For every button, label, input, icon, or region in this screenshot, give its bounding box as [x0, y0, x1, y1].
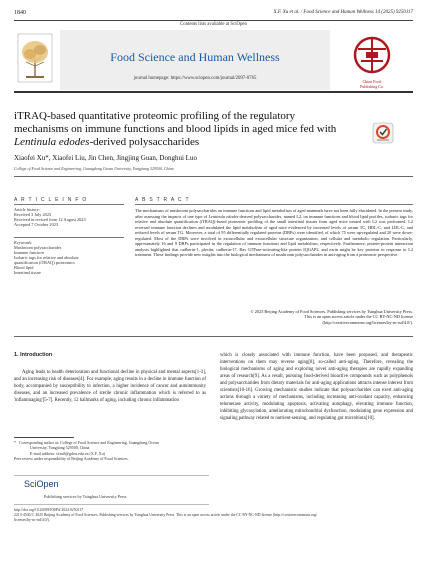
journal-name[interactable]: Food Science and Human Wellness: [110, 50, 280, 64]
keyword: Intestinal tissue: [14, 270, 41, 275]
footnote-marker: *: [14, 440, 16, 445]
keyword: Mushroom polysaccharides: [14, 245, 62, 250]
section-heading: 1. Introduction: [14, 352, 53, 358]
body-left-column: [14, 352, 206, 404]
copyright-line: © 2025 Beijing Academy of Food Sciences. Publishing services by Tsinghua University Press.: [250, 309, 413, 314]
divider: [14, 176, 413, 177]
keyword: Immune function: [14, 250, 44, 255]
china-food-publishing-logo: [352, 35, 392, 91]
divider: [14, 204, 124, 205]
doi-link[interactable]: http://doi.org/10.26599/FSHW.2024.9250117: [14, 508, 84, 512]
bottom-license: 2213-4530/© 2025 Beijing Academy of Food Sciences. Publishing services by Tsinghua University Press. This is an open access article under the CC BY-NC-ND license (http://creativecommons.org/: [14, 512, 318, 517]
keywords: [14, 240, 124, 275]
header-rule: [14, 20, 413, 21]
title-text: iTRAQ-based quantitative proteomic profiling of the regulatory mechanisms on immune functions and blood lipids in aged mice fed with: [14, 110, 337, 135]
history-item: Received in revised form 12 August 2023: [14, 217, 86, 222]
running-header: [14, 10, 413, 20]
body-right-column: [220, 352, 413, 422]
title-text-end: -derived polysaccharides: [89, 136, 200, 148]
keyword: Isobaric tags for relative and absolute: [14, 255, 79, 260]
footnote-line: Peer review under responsibility of Beijing Academy of Food Sciences.: [14, 455, 129, 461]
keyword: quantification (iTRAQ) proteomics: [14, 260, 75, 265]
masthead-rule: [14, 91, 413, 93]
publisher-text: Publishing services by Tsinghua University Press: [44, 494, 127, 499]
copyright-line: This is an open access article under the CC BY-NC-ND license: [304, 314, 413, 320]
history-item: Accepted 7 October 2023: [14, 222, 59, 227]
body-paragraph: Aging leads to health deterioration and functional decline in physical and mental aspects[1-3], and an increasing risk of diseases[4]. For example, aging results in a decline in immune function of body, accompanied by susceptibility to infection, a higher incidence of cancer and autoimmunity diseases, and an increased prevalence of sterile chronic inflammation which is referred to as 'inflammaging'[5-7]. Recently, 12 hallmarks of aging, including chronic inflammation: [14, 370, 206, 403]
publisher-caption: China Food Publishing Co.: [360, 79, 384, 89]
divider: [14, 336, 413, 337]
abstract-heading: A B S T R A C T: [135, 197, 190, 203]
keyword: Blood lipid: [14, 265, 34, 270]
bottom-license-link[interactable]: licenses/by-nc-nd/4.0/).: [14, 517, 50, 522]
footnote-line: University, Yangjiang 529500, China.: [30, 445, 91, 451]
divider: [14, 237, 124, 238]
copyright-notice: [135, 309, 413, 325]
contents-line: Contents lists available at SciOpen: [180, 22, 247, 27]
journal-homepage-link[interactable]: journal homepage: https://www.sciopen.com/journal/2097-0765: [133, 76, 257, 81]
publisher-box: [14, 475, 209, 505]
article-history: [14, 207, 124, 227]
footnote: [14, 440, 206, 461]
abstract-part: -derived polysaccharides, named L2, on immune functions and blood lipid profiles, isobaric tags for relative and absolute quantification (iTRAQ)-based proteomic profiling of the small intestinal tissues from aged mice treated with L2 was performed. L2 reversed immune function declines and modulated the lipid metabolism of aged mice evidenced by increased levels of serum TC, HDL-C, and LDL-C, and reduced levels of serum TG. Moreover, a total of 95 differentially regulated proteins (DRPs) were identified, of which 75 were up-regulated and 20 were down-regulated. Most of the DRPs were involved in extracellular and extracellular structure organization, and cellular and metabolic regulation. Particularly, approximately 16 and 9 DRPs participated in the regulation of immune functions and lipid metabolism, respectively. Furthermore, protein-protein interaction analysis highlighted that cadherin-1, plectin, cadherin-17, Ras GTPase-activating-like protein IQGAP2, and ezrin might be key proteins in response to L2 treatment. These findings provide new insights into the biological mechanisms of mushroom polysaccharides in anti-aging from a proteomic perspective.: [135, 213, 413, 258]
footnote-line: Corresponding author at: College of Food Science and Engineering, Guangdong Ocean: [19, 440, 159, 445]
sciopen-logo[interactable]: SciOpen: [24, 479, 59, 489]
keywords-label: Keywords:: [14, 240, 33, 245]
footnote-rule: [14, 437, 74, 438]
article-title: [14, 110, 344, 149]
page-number: 1840: [14, 10, 26, 16]
body-paragraph: which is closely associated with immune function, have been proposed, and therapeutic interventions on them may reverse aging[8], so-called anti-aging. Therefore, revealing the biological mechanisms of aging and exploring novel anti-aging therapies are rapidly expanding areas of research[9]. As a result, pursuing food-derived bioactive compounds such as polyphenols and polysaccharides from dietary materials for anti-aging applications attracts intense interest from scientists[10-16]. Growing mechanistic studies indicate that polysaccharides can exert anti-aging actions through a variety of mechanisms, including increasing anti-oxidant capacity, enhancing telomerase activity, modulating apoptosis, activating autophagy, elevating immune function, inhibiting glycosylation, ameliorating mitochondrial dysfunction, modulating gene expression and signaling pathway related to nutrient-sensing, and regulating gut microbiota[10].: [220, 353, 413, 421]
running-citation: X.F. Xu et al. / Food Science and Human Wellness 14 (2025) 9250117: [273, 10, 413, 15]
check-for-updates-icon[interactable]: [372, 122, 394, 144]
email-link[interactable]: E-mail address: xfxu8@gdou.edu.cn (X.F. Xu): [30, 450, 105, 456]
history-item: Received 3 July 2023: [14, 212, 52, 217]
bottom-info: [14, 508, 414, 523]
abstract-text: [135, 208, 413, 258]
authors: Xiaofei Xu*, Xiaofei Liu, Jin Chen, Jingjing Guan, Donghui Luo: [14, 154, 197, 162]
license-link[interactable]: (http://creativecommons.org/licenses/by-nc-nd/4.0/).: [322, 319, 413, 325]
history-label: Article history:: [14, 207, 41, 212]
affiliation: College of Food Science and Engineering, Guangdong Ocean University, Yangjiang 529500, China: [14, 166, 174, 171]
abstract-italic: Lentinula edodes: [208, 213, 239, 219]
elsevier-tree-logo: [16, 32, 54, 87]
article-info-heading: A R T I C L E I N F O: [14, 197, 88, 203]
title-italic: Lentinula edodes: [14, 136, 90, 148]
divider: [135, 204, 413, 205]
abstract-part: The mechanisms of mushroom polysaccharides on immune functions and lipid metabolism of aged mammals have not been fully elucidated. In the present study, after assessing the impacts of one type of: [135, 208, 413, 219]
